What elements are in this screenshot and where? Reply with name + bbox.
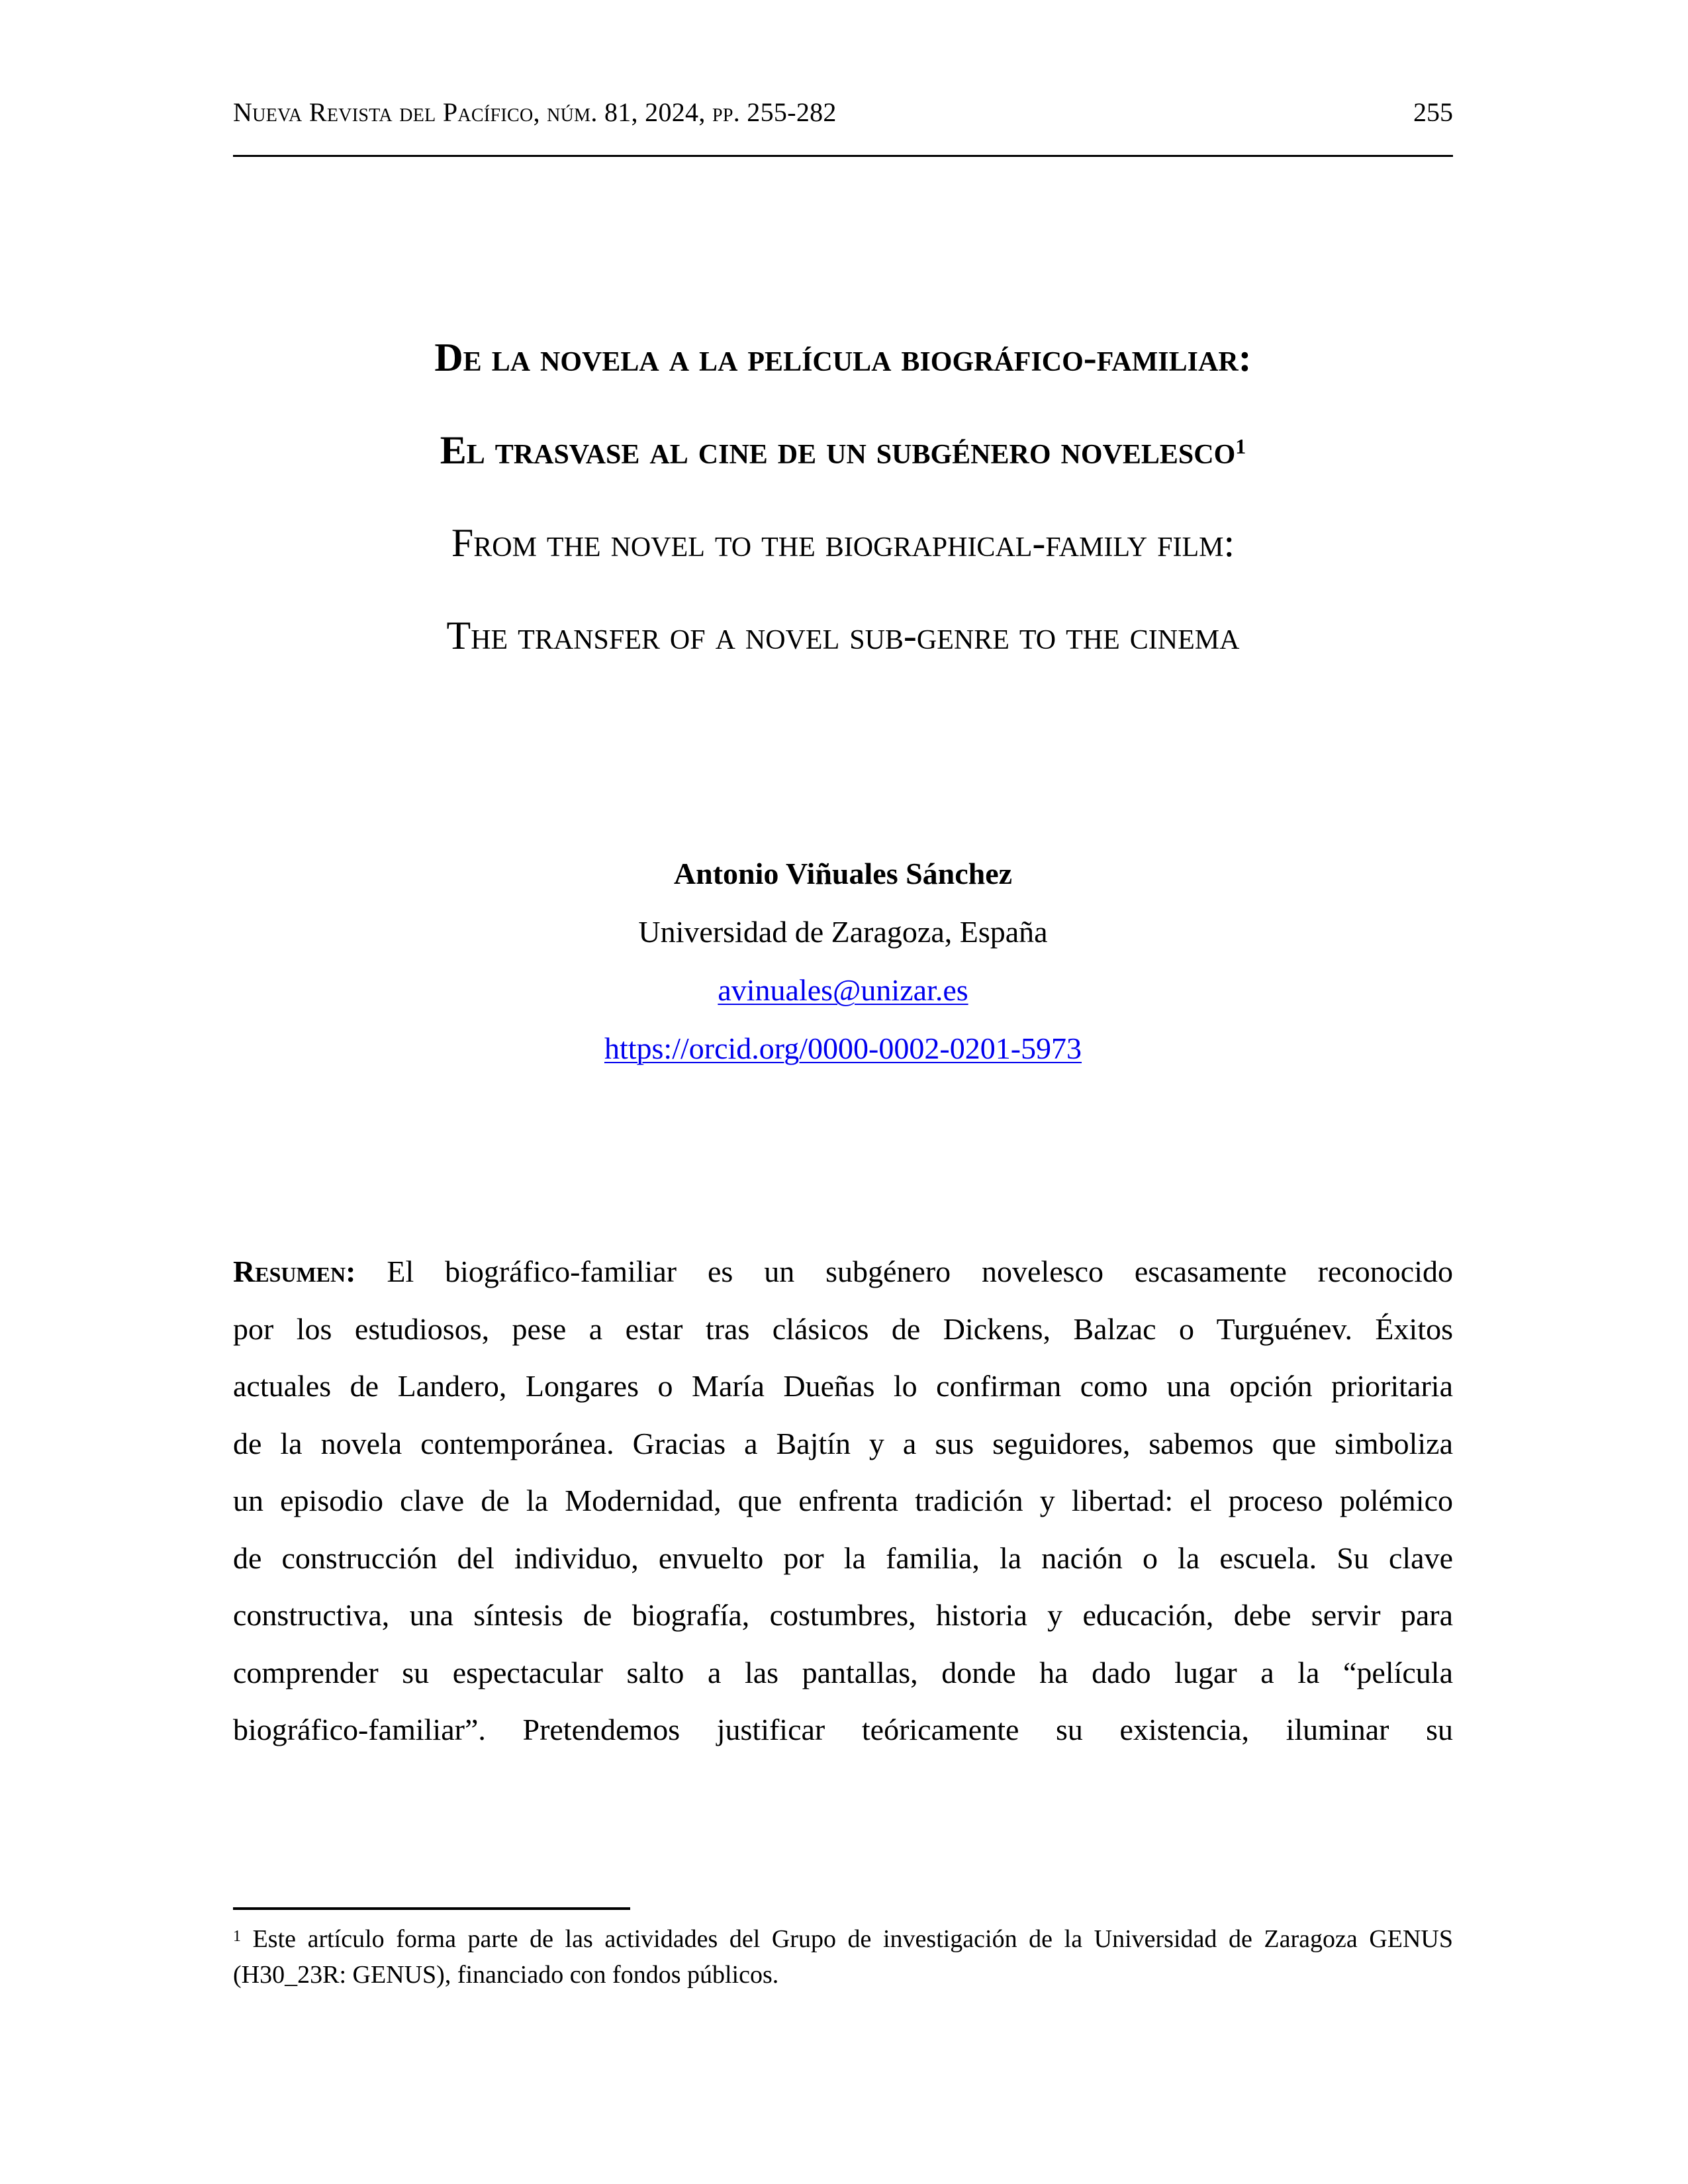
abstract-line: por los estudiosos, pese a estar tras clásicos de Dickens, Balzac o Turguénev. Éxitos — [233, 1311, 1453, 1346]
title-spanish-line-1 — [233, 331, 1453, 384]
title-english-line-1-text: From the novel to the biographical-family film: — [451, 521, 1235, 565]
abstract-line: de construcción del individuo, envuelto por la familia, la nación o la escuela. Su clave — [233, 1541, 1453, 1575]
author-name: Antonio Viñuales Sánchez — [673, 857, 1013, 890]
abstract — [233, 1243, 1453, 1759]
author-email-line — [233, 971, 1453, 1010]
abstract-line: actuales de Landero, Longares o María Dueñas lo confirman como una opción prioritaria — [233, 1369, 1453, 1403]
abstract-line — [233, 1243, 1453, 1301]
title-spanish-line-1-text: De la novela a la película biográfico-familiar: — [434, 336, 1252, 379]
header-rule — [233, 155, 1453, 157]
author-orcid-line — [233, 1029, 1453, 1068]
footnote-text: Este artículo forma parte de las actividades del Grupo de investigación de la Universidad de Zaragoza GENUS (H30_23R: GENUS), financiado con fondos públicos. — [233, 1925, 1453, 1989]
author-affiliation: Universidad de Zaragoza, España — [638, 915, 1048, 949]
footnote-rule — [233, 1907, 630, 1910]
abstract-line-text: El biográfico-familiar es un subgénero novelesco escasamente reconocido — [355, 1255, 1453, 1288]
footnote — [233, 1921, 1453, 1993]
page-number: 255 — [1413, 97, 1453, 127]
title-english-line-2 — [233, 609, 1453, 662]
title-spanish-line-2-text: El trasvase al cine de un subgénero novelesco — [440, 428, 1236, 472]
author-email-link[interactable]: avinuales@unizar.es — [718, 973, 968, 1007]
title-english-line-1 — [233, 516, 1453, 569]
author-orcid-link[interactable]: https://orcid.org/0000-0002-0201-5973 — [604, 1031, 1082, 1065]
title-spanish-line-2 — [233, 424, 1453, 477]
abstract-line: biográfico-familiar”. Pretendemos justificar teóricamente su existencia, iluminar su — [233, 1713, 1453, 1746]
title-footnote-marker[interactable]: 1 — [1235, 434, 1246, 458]
abstract-line: comprender su espectacular salto a las pantallas, donde ha dado lugar a la “película — [233, 1655, 1453, 1689]
abstract-line: de la novela contemporánea. Gracias a Bajtín y a sus seguidores, sabemos que simboliza — [233, 1426, 1453, 1460]
abstract-label: Resumen: — [233, 1255, 356, 1288]
running-head — [233, 93, 1453, 132]
abstract-line: un episodio clave de la Modernidad, que enfrenta tradición y libertad: el proceso polémico — [233, 1484, 1453, 1517]
abstract-line: constructiva, una síntesis de biografía, costumbres, historia y educación, debe servir para — [233, 1598, 1453, 1632]
journal-citation: Nueva Revista del Pacífico, núm. 81, 2024, pp. 255-282 — [233, 97, 837, 127]
title-english-line-2-text: The transfer of a novel sub-genre to the cinema — [446, 614, 1240, 657]
footnote-marker: 1 — [233, 1928, 241, 1945]
